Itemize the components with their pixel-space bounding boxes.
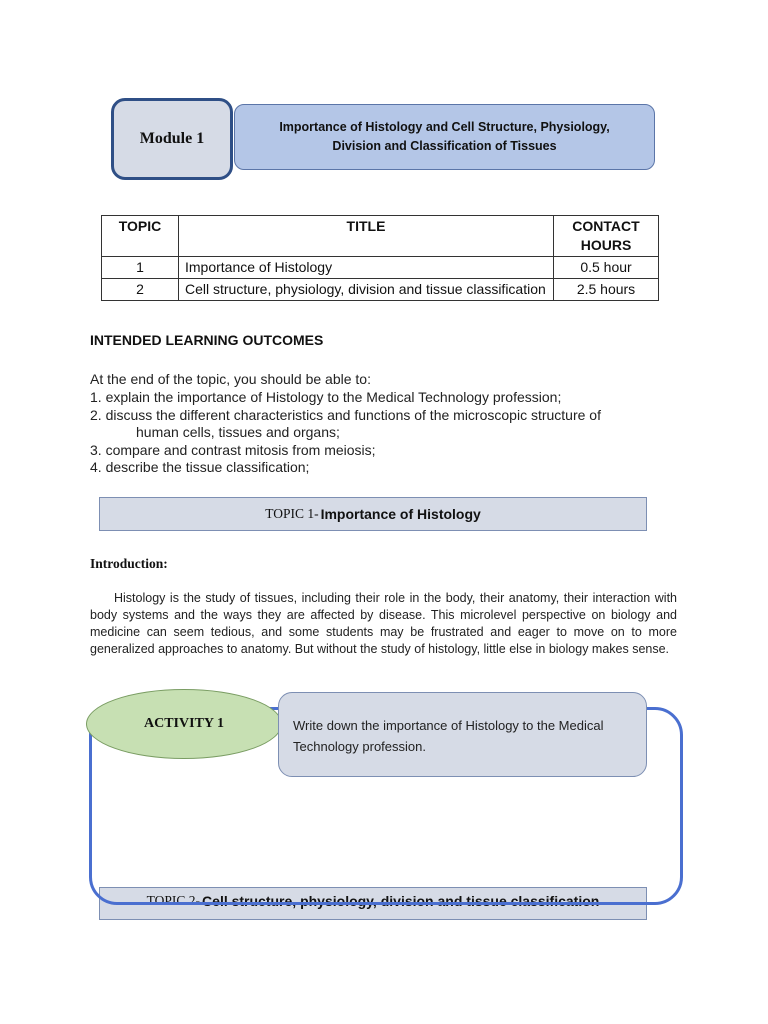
outcomes-list — [90, 389, 690, 477]
table-row — [102, 257, 659, 279]
module-title: Importance of Histology and Cell Structure, Physiology, Division and Classification of Tissues — [234, 104, 655, 170]
row-topic: 2 — [102, 279, 179, 301]
header-topic: TOPIC — [102, 216, 179, 257]
outcome-item-continuation: human cells, tissues and organs; — [136, 424, 340, 440]
topic2-prefix: TOPIC 2- — [146, 893, 201, 908]
table-row — [102, 279, 659, 301]
row-topic: 1 — [102, 257, 179, 279]
introduction-heading: Introduction: — [90, 556, 168, 571]
row-title: Importance of Histology — [179, 257, 554, 279]
row-hours: 2.5 hours — [554, 279, 659, 301]
header-title: TITLE — [179, 216, 554, 257]
outcome-item: 4. describe the tissue classification; — [90, 459, 310, 475]
outcome-item: 1. explain the importance of Histology to the Medical Technology profession; — [90, 389, 562, 405]
table-header-row — [102, 216, 659, 257]
activity-prompt: Write down the importance of Histology to the Medical Technology profession. — [278, 692, 647, 777]
topic1-prefix: TOPIC 1- — [265, 506, 319, 521]
outcomes-intro: At the end of the topic, you should be able to: — [90, 371, 371, 387]
outcome-item: 2. discuss the different characteristics and functions of the microscopic structure of — [90, 406, 601, 423]
topic2-title: Cell structure, physiology, division and tissue classification — [202, 893, 600, 909]
topic2-banner — [99, 887, 647, 920]
topics-table — [101, 215, 659, 301]
topic1-title: Importance of Histology — [320, 506, 481, 522]
topic1-banner — [99, 497, 647, 531]
activity-label: ACTIVITY 1 — [86, 689, 282, 759]
row-hours: 0.5 hour — [554, 257, 659, 279]
introduction-text: Histology is the study of tissues, including their role in the body, their anatomy, their interaction with body systems and the ways they are affected by disease. This microlevel perspective on biology and medicine can seem tedious, and some students may be frustrated and eager to move on to more generalized approaches to anatomy. But without the study of histology, little else in biology makes sense. — [90, 591, 677, 656]
outcomes-heading: INTENDED LEARNING OUTCOMES — [90, 332, 324, 348]
outcome-item: 3. compare and contrast mitosis from meiosis; — [90, 441, 376, 458]
module-label: Module 1 — [111, 98, 233, 180]
header-hours: CONTACT HOURS — [554, 216, 659, 257]
row-title: Cell structure, physiology, division and tissue classification — [179, 279, 554, 301]
